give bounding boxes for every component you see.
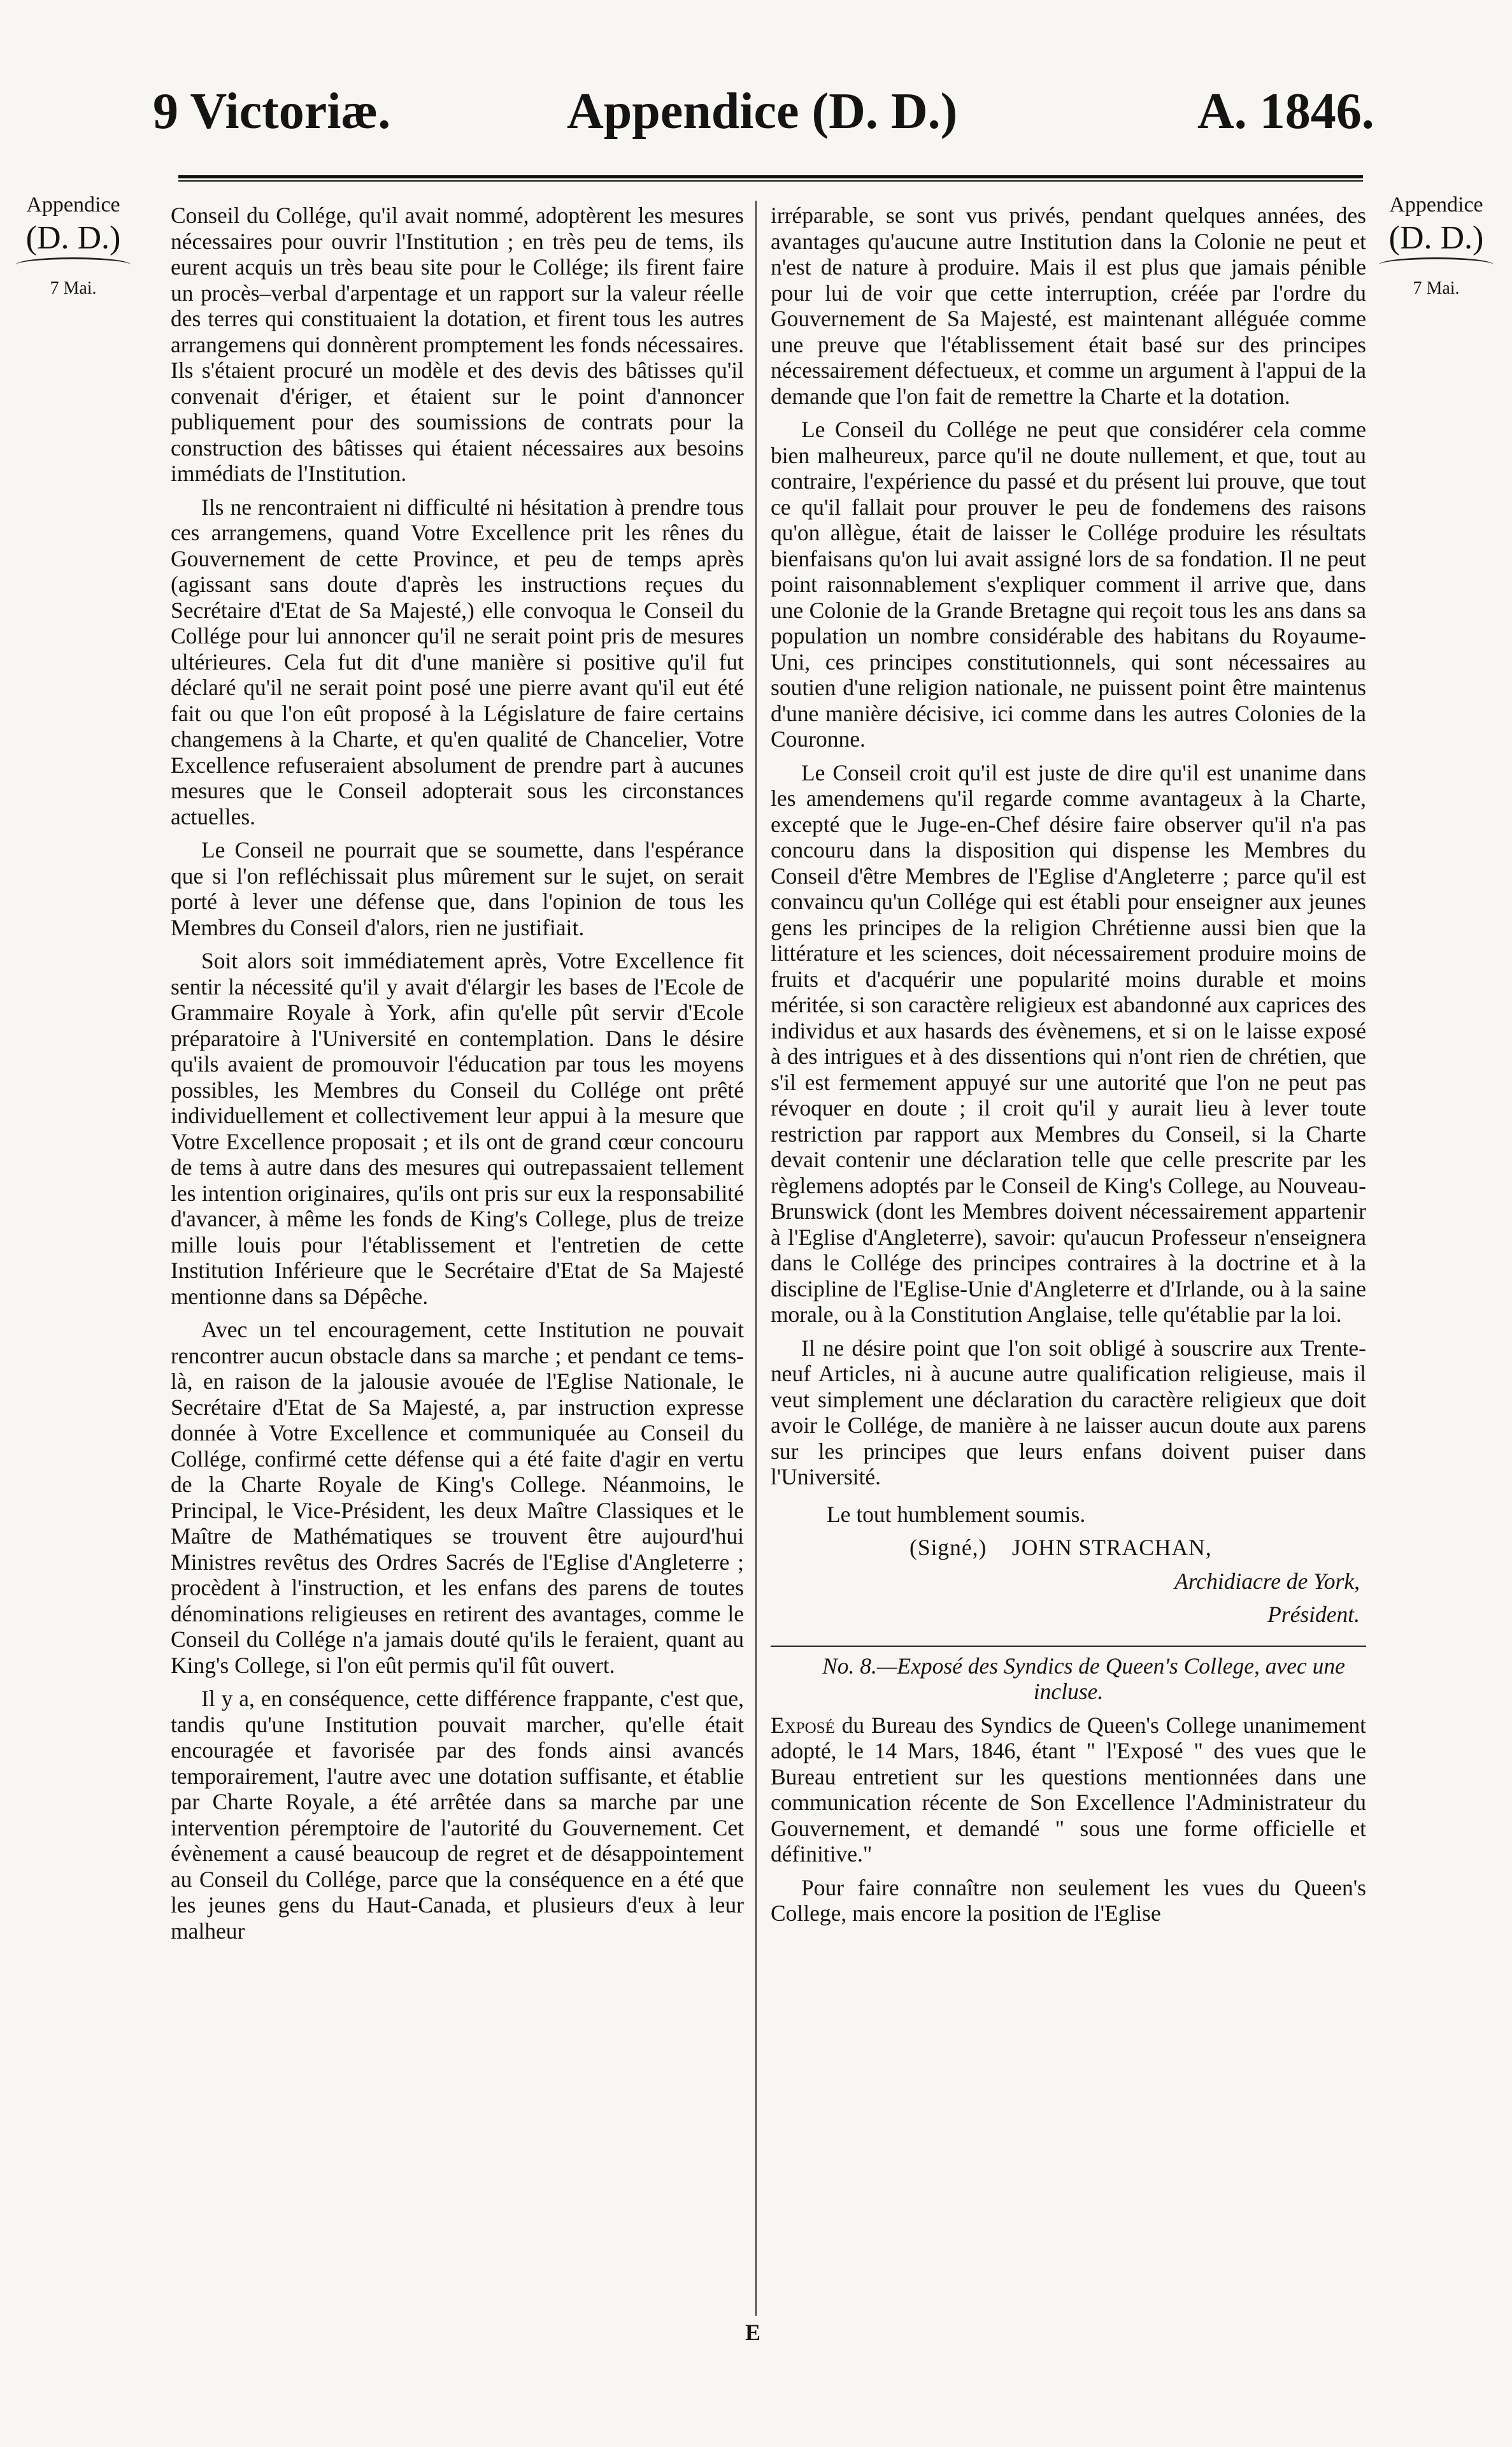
running-header xyxy=(0,83,1512,153)
paragraph: Pour faire connaître non seulement les vues du Queen's College, mais encore la position de l'Eglise xyxy=(771,1874,1366,1926)
margin-note-code: (D. D.) xyxy=(1388,220,1484,256)
paragraph: Le Conseil ne pourrait que se soumette, dans l'espérance que si l'on refléchissait plus mûrement sur le sujet, on serait porté à lever une défense que, dans l'opinion de tous les Membres du Conseil d'alors, rien ne justifiait. xyxy=(171,837,744,940)
paragraph: Le Conseil croit qu'il est juste de dire qu'il est unanime dans les amendemens qu'il regarde comme avantageux à la Charte, excepté que le Juge-en-Chef désire faire observer qu'il n'a pas concouru dans la disposition qui dispense les Membres du Conseil d'être Membres de l'Eglise d'Angleterre ; parce qu'il est convaincu qu'un Collége qui est établi pour enseigner aux jeunes gens les principes de la religion Chrétienne aussi bien que la littérature et les sciences, doit nécessairement produire moins de fruits et d'acquérir une popularité moins durable et moins méritée, si son caractère religieux est abandonné aux caprices des individus et aux hasards des évènemens, et si on le laisse exposé à des intrigues et à des dissentions qui n'ont rien de chrétien, que s'il est fermement appuyé sur une autorité que l'on ne peut pas révoquer en doute ; il croit qu'il y aurait lieu à lever toute restriction par rapport aux Membres du Conseil, si la Charte devait contenir une déclaration telle que celle prescrite par les règlemens adoptés par le Conseil de King's College, au Nouveau-Brunswick (dont les Membres doivent nécessairement appartenir à l'Eglise d'Angleterre), savoir: qu'aucun Professeur n'enseignera dans le Collége des principes contraires à la doctrine et à la discipline de l'Eglise-Unie d'Angleterre et d'Irlande, ou à la saine morale, ou à la Constitution Anglaise, telle qu'établie par la loi. xyxy=(771,759,1366,1327)
header-regnal-year: 9 Victoriæ. xyxy=(153,83,391,140)
signed-label: (Signé,) xyxy=(909,1535,987,1560)
paragraph: irréparable, se sont vus privés, pendant quelques années, des avantages qu'aucune autre Institution dans la Colonie ne peut et n'est de nature à produire. Mais il est plus que jamais pénible pour lui de voir que cette interruption, créée par l'ordre du Gouvernement de Sa Majesté, est maintenant alléguée comme une preuve que l'établissement était basé sur des principes nécessairement défectueux, et comme un argument à l'appui de la demande que l'on fait de remettre la Charte et la dotation. xyxy=(771,203,1366,409)
paragraph xyxy=(771,1712,1366,1867)
margin-note-label: Appendice xyxy=(1389,193,1483,217)
margin-note-code: (D. D.) xyxy=(25,220,121,256)
column-divider xyxy=(755,201,757,2316)
header-appendix-title: Appendice (D. D.) xyxy=(567,83,958,140)
signatory-name: JOHN STRACHAN, xyxy=(1011,1535,1212,1560)
margin-note-left xyxy=(6,191,140,303)
section-heading xyxy=(771,1653,1366,1705)
section-title: —Exposé des Syndics de Queen's College, avec une incluse. xyxy=(876,1653,1345,1704)
signatory-line xyxy=(771,1535,1366,1561)
paragraph: Il ne désire point que l'on soit obligé à souscrire aux Trente-neuf Articles, ni à aucune autre qualification religieuse, mais il veut simplement une déclaration du caractère religieux que doit avoir le Collége, de manière à ne laisser aucun doute aux parens sur les principes que leurs enfans doivent puiser dans l'Université. xyxy=(771,1335,1366,1489)
section-number: No. 8. xyxy=(822,1653,877,1679)
closing-line: Le tout humblement soumis. xyxy=(827,1501,1086,1527)
margin-note-brace xyxy=(16,257,131,272)
header-rule xyxy=(178,175,1363,182)
margin-note-date: 7 Mai. xyxy=(50,278,97,298)
paragraph: Avec un tel encouragement, cette Institution ne pouvait rencontrer aucun obstacle dans sa marche ; et pendant ce tems-là, en raison de la jalousie avouée de l'Eglise Nationale, le Secrétaire d'Etat de Sa Majesté, a, par instruction expresse donnée à Votre Excellence et communiquée au Conseil du Collége, confirmé cette défense qui a été faite d'agir en vertu de la Charte Royale de King's College. Néanmoins, le Principal, le Vice-Président, les deux Maître Classiques et le Maître de Mathématiques se trouvent être aujourd'hui Ministres revêtus des Ordres Sacrés de l'Eglise d'Angleterre ; procèdent à l'instruction, et les enfans des parens de toutes dénominations religieuses en retirent des avantages, comme le Conseil du Collége n'a jamais douté qu'ils le feraient, quant au King's College, si l'on eût permis qu'il fût ouvert. xyxy=(171,1317,744,1678)
lead-word: Exposé xyxy=(771,1712,835,1738)
paragraph-text: du Bureau des Syndics de Queen's College unanimement adopté, le 14 Mars, 1846, étant " l'Exposé " des vues que le Bureau entretient sur les questions mentionnées dans une communication récente de Son Excellence l'Administrateur du Gouvernement, et demandé " sous une forme officielle et définitive." xyxy=(771,1712,1366,1867)
header-year: A. 1846. xyxy=(1197,83,1374,140)
signatory-role: Président. xyxy=(1267,1602,1360,1627)
paragraph: Conseil du Collége, qu'il avait nommé, adoptèrent les mesures nécessaires pour ouvrir l'Institution ; en très peu de tems, ils eurent acquis un très beau site pour le Collége; ils firent faire un procès–verbal d'arpentage et un rapport sur la valeur réelle des terres qui constituaient la dotation, et firent tous les autres arrangemens qui donnèrent promptement les fonds nécessaires. Ils s'étaient procuré un modèle et des devis des bâtisses qu'il convenait d'ériger, et étaient sur le point d'annoncer publiquement pour des soumissions de contrats pour la construction des bâtisses qui étaient nécessaires aux besoins immédiats de l'Institution. xyxy=(171,203,744,486)
margin-note-right xyxy=(1369,191,1503,303)
margin-note-date: 7 Mai. xyxy=(1413,278,1460,298)
printer-signature-mark: E xyxy=(745,2320,761,2345)
paragraph: Le Conseil du Collége ne peut que considérer cela comme bien malheureux, parce qu'il ne doute nullement, et que, tout au contraire, l'expérience du passé et du présent lui prouve, que tout ce qu'il fallait pour prouver le peu de fondemens des raisons qu'on allègue, était de laisser le Collége produire les résultats bienfaisans qu'on lui avait assigné lors de sa fondation. Il ne peut point raisonnablement s'expliquer comment il arrive que, dans une Colonie de la Grande Bretagne qui reçoit tous les ans dans sa population un nombre considérable des habitans du Royaume-Uni, ces principes constitutionnels, qui sont nécessaires au soutien d'une religion nationale, ne puissent point être maintenus d'une manière décisive, ici comme dans les autres Colonies de la Couronne. xyxy=(771,417,1366,752)
signature-block xyxy=(771,1502,1366,1628)
left-column xyxy=(171,203,744,2311)
paragraph: Il y a, en conséquence, cette différence frappante, c'est que, tandis qu'une Institution pouvait marcher, qu'elle était encouragée et favorisée par des fonds ainsi avancés temporairement, l'autre avec une dotation suffisante, et établie par Charte Royale, a été arrêtée dans sa marche par une intervention péremptoire de l'autorité du Gouvernement. Cet évènement a causé beaucoup de regret et de désappointement au Conseil du Collége, parce que la conséquence en a été que les jeunes gens du Haut-Canada, et plusieurs d'eux à leur malheur xyxy=(171,1686,744,1944)
right-column xyxy=(771,203,1366,2311)
paragraph: Ils ne rencontraient ni difficulté ni hésitation à prendre tous ces arrangemens, quand Votre Excellence prit les rênes du Gouvernement de cette Province, et peu de temps après (agissant sans doute d'après les instructions reçues du Secrétaire d'Etat de Sa Majesté,) elle convoqua le Conseil du Collége pour lui annoncer qu'il ne serait point pris de mesures ultérieures. Cela fut dit d'une manière si positive qu'il fut déclaré qu'il ne serait point posé une pierre avant qu'il eut été fait ou que l'on eût proposé à la Législature de faire certains changemens à la Charte, et qu'en qualité de Chancelier, Votre Excellence refuseraient absolument de prendre part à aucunes mesures que le Conseil adopterait sous les circonstances actuelles. xyxy=(171,494,744,829)
section-rule xyxy=(771,1646,1366,1647)
margin-note-label: Appendice xyxy=(26,193,120,217)
signatory-title: Archidiacre de York, xyxy=(1174,1568,1360,1594)
paragraph: Soit alors soit immédiatement après, Votre Excellence fit sentir la nécessité qu'il y avait d'élargir les bases de l'Ecole de Grammaire Royale à York, afin qu'elle pût servir d'Ecole préparatoire à l'Université en contemplation. Dans le désire qu'ils avaient de promouvoir l'éducation par tous les moyens possibles, les Membres du Conseil du Collége ont prêté individuellement et collectivement leur appui à la mesure que Votre Excellence proposait ; et ils ont de grand cœur concouru de tems à autre dans des mesures qui outrepassaient tellement les intention originaires, qu'ils ont pris sur eux la responsabilité d'avancer, à même les fonds de King's College, plus de treize mille louis pour l'établissement et l'entretien de cette Institution Inférieure que le Secrétaire d'Etat de Sa Majesté mentionne dans sa Dépêche. xyxy=(171,948,744,1309)
margin-note-brace xyxy=(1379,257,1494,272)
